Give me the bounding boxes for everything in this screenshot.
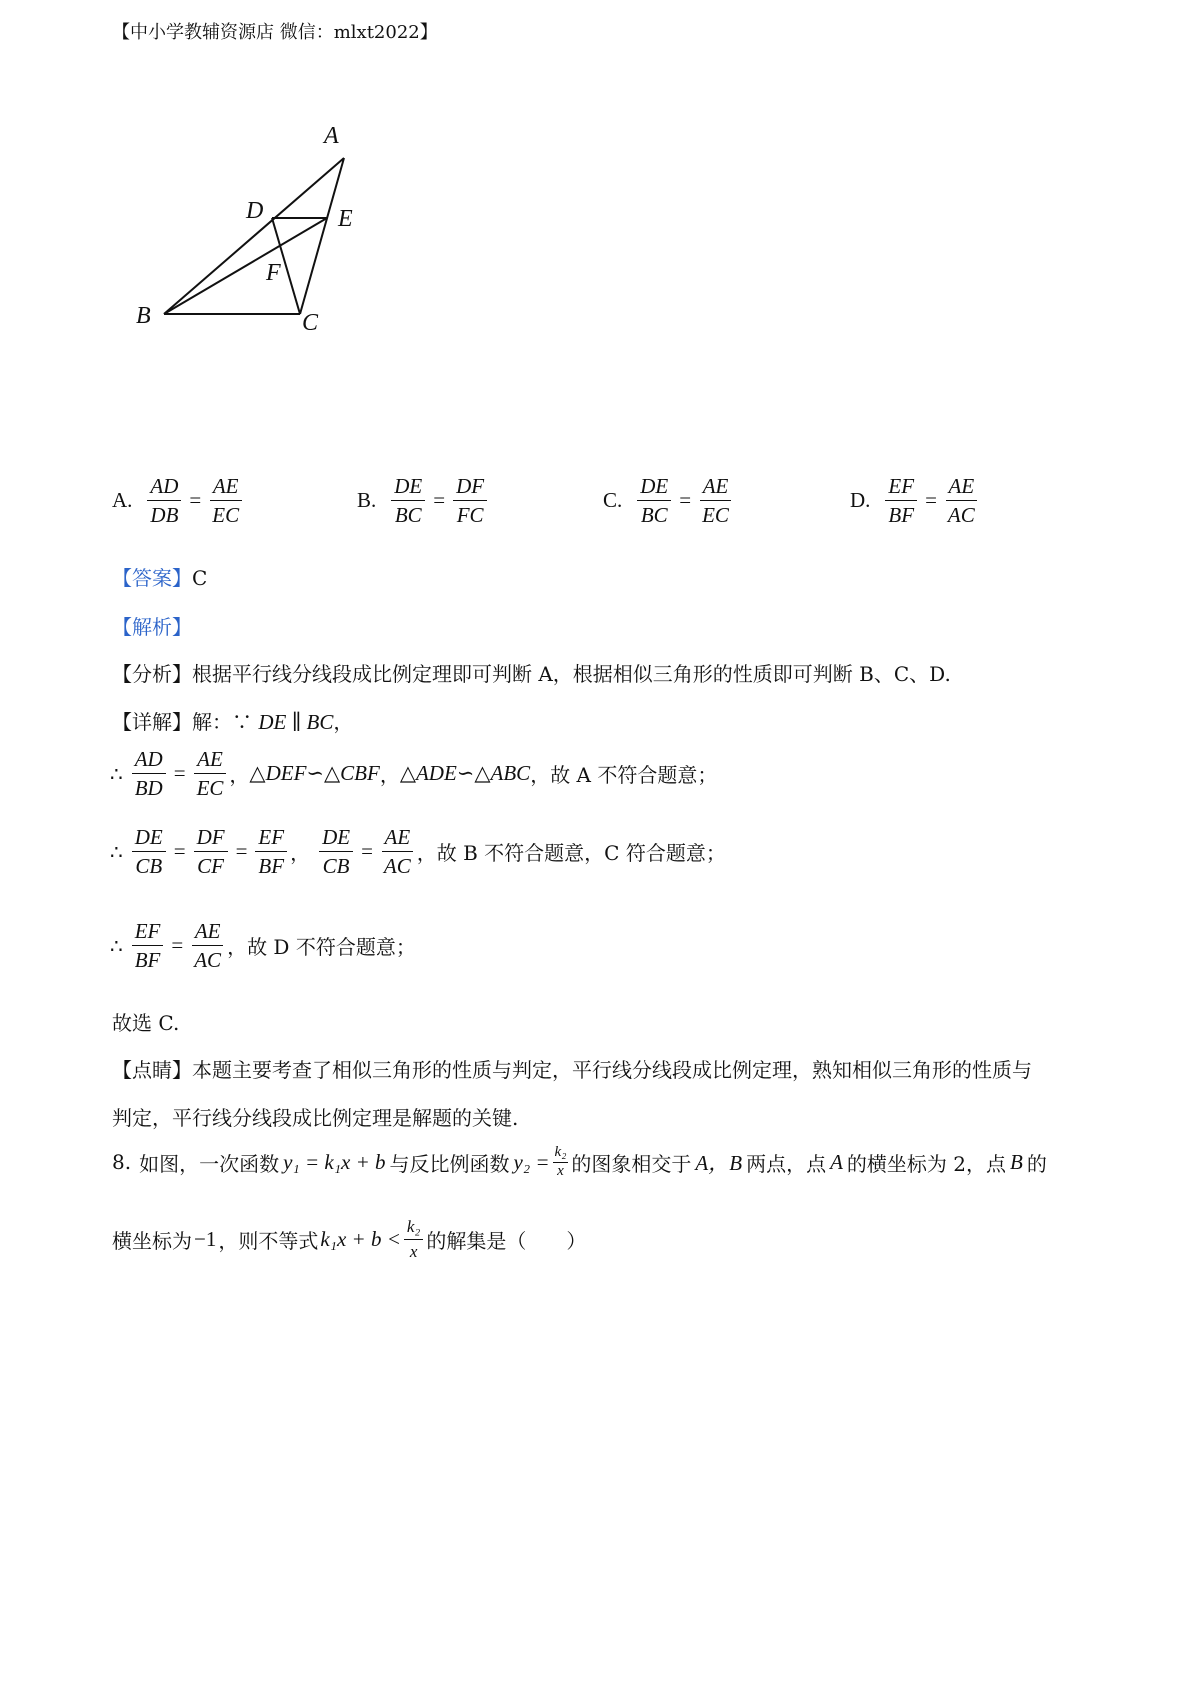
detail-line-2: ∴ $\frac{DE}{CB}$ = $\frac{DF}{CF}$ = $\frac{EF}{BF}$ ， $\frac{DE}{CB}$ = $\frac{AE}{AC}$ ，故 B 不符合题意，C 符合题意；: [110, 825, 726, 879]
option-a[interactable]: A. $\frac{AD}{DB}$ = $\frac{AE}{EC}$: [112, 475, 245, 526]
segment-be: [164, 218, 327, 314]
frac-den: BF: [258, 854, 285, 879]
fenxi-line: [112, 658, 951, 687]
frac-num: DE: [132, 826, 166, 852]
frac-num: EF: [132, 920, 164, 946]
label-c: C: [302, 310, 319, 336]
q8-part6: 的: [1026, 1151, 1047, 1176]
option-d[interactable]: D. $\frac{EF}{BF}$ = $\frac{AE}{AC}$: [850, 475, 981, 526]
frac-den: BF: [888, 503, 915, 528]
fenxi-text: 根据平行线分线段成比例定理即可判断 A，根据相似三角形的性质即可判断 B、C、D.: [192, 662, 951, 686]
therefore-symbol: ∴: [110, 839, 123, 864]
therefore-symbol: ∴: [110, 761, 123, 786]
q8-part4: 两点，点: [746, 1151, 827, 1176]
question-8-line-2: [112, 1218, 586, 1261]
frac-den: BC: [394, 503, 422, 528]
detail-line-1: ∴ $\frac{AD}{BD}$ = $\frac{AE}{EC}$ ， △DEF∽△CBF ， △ADE∽△ABC ，故 A 不符合题意；: [110, 747, 718, 801]
because-symbol: ∵: [232, 710, 252, 734]
frac-num: AD: [132, 748, 166, 774]
label-b: B: [136, 303, 151, 329]
sep: ，: [290, 841, 311, 866]
question-8-line-1: [112, 1145, 1047, 1180]
q8-line2-b: ，则不等式: [218, 1228, 319, 1253]
frac-num: AD: [147, 475, 181, 501]
answer-value: C: [192, 566, 208, 590]
frac-den: CB: [135, 854, 163, 879]
frac-den: EC: [212, 503, 240, 528]
label-f: F: [266, 260, 281, 286]
frac-den: EC: [196, 776, 224, 801]
label-e: E: [338, 206, 353, 232]
option-a-label: A.: [112, 488, 133, 513]
triangle-figure: [120, 118, 380, 368]
frac-num: DF: [194, 826, 228, 852]
frac-den: x: [557, 1162, 564, 1179]
therefore-symbol: ∴: [110, 933, 123, 958]
q8-line2-c: 的解集是（ ）: [426, 1228, 587, 1253]
sep: ，: [379, 763, 400, 788]
analysis-tag: 【解析】: [112, 615, 192, 639]
detail-tag: 【详解】: [112, 710, 192, 734]
detail-line-3: ∴ $\frac{EF}{BF}$ = $\frac{AE}{AC}$ ，故 D 不符合题意；: [110, 919, 416, 973]
frac-den: BD: [134, 776, 163, 801]
option-b[interactable]: B. $\frac{DE}{BC}$ = $\frac{DF}{FC}$: [357, 475, 490, 526]
q8-line2-a: 横坐标为: [112, 1228, 192, 1253]
points-ab: A，B: [695, 1151, 743, 1176]
frac-num: DE: [391, 475, 425, 501]
q8-part5: 的横坐标为 2，点: [846, 1151, 1006, 1176]
frac-den: CB: [322, 854, 350, 879]
given-tail: ，: [333, 710, 354, 734]
frac-den: CF: [197, 854, 224, 879]
question-number: 8.: [112, 1150, 132, 1175]
frac-den: BC: [640, 503, 668, 528]
sep: ，: [229, 763, 250, 788]
line1-tail: ，故 A 不符合题意；: [530, 763, 718, 788]
q8-part3: 的图象相交于: [571, 1151, 692, 1176]
answer-tag: 【答案】: [112, 566, 192, 590]
frac-num: AE: [946, 475, 978, 501]
fenxi-tag: 【分析】: [112, 662, 192, 686]
segment-ac: [300, 158, 344, 314]
conclusion: 故选 C.: [112, 1011, 180, 1035]
frac-num: DF: [453, 475, 487, 501]
header-watermark: 【中小学教辅资源店 微信：mlxt2022】: [112, 22, 438, 43]
frac-den: EC: [702, 503, 729, 528]
frac-den: AC: [947, 503, 975, 528]
line2-tail: ，故 B 不符合题意，C 符合题意；: [416, 841, 726, 866]
frac-num: DE: [319, 826, 353, 852]
answer-line: [112, 562, 207, 591]
frac-num: AE: [210, 475, 242, 501]
inequality-lhs: k₁x + b <: [320, 1226, 401, 1251]
frac-num: DE: [637, 475, 671, 501]
frac-den: FC: [456, 503, 484, 528]
point-a: A: [830, 1149, 843, 1174]
similar-1: △DEF∽△CBF: [249, 761, 380, 786]
inverse-function-lhs: y₂ =: [513, 1149, 550, 1174]
dianjing-tag: 【点睛】: [112, 1058, 192, 1082]
similar-2: △ADE∽△ABC: [399, 761, 531, 786]
option-b-label: B.: [357, 488, 377, 513]
frac-num: AE: [194, 748, 226, 774]
dianjing-text-1: 本题主要考查了相似三角形的性质与判定，平行线分线段成比例定理，熟知相似三角形的性质与: [192, 1058, 1032, 1082]
option-c[interactable]: C. $\frac{DE}{BC}$ = $\frac{AE}{EC}$: [603, 475, 735, 526]
frac-den: BF: [134, 948, 161, 973]
frac-num: AE: [192, 920, 224, 946]
frac-den: AC: [383, 854, 411, 879]
frac-den: x: [409, 1241, 418, 1261]
frac-num: AE: [700, 475, 732, 501]
frac-den: AC: [194, 948, 222, 973]
frac-num: AE: [382, 826, 414, 852]
frac-num: k₂: [553, 1145, 569, 1163]
given-condition: DE ∥ BC: [258, 710, 334, 734]
option-c-label: C.: [603, 488, 623, 513]
label-d: D: [246, 198, 264, 224]
frac-num: EF: [885, 475, 917, 501]
line3-tail: ，故 D 不符合题意；: [227, 935, 416, 960]
linear-function: y₁ = k₁x + b: [283, 1149, 386, 1174]
frac-num: EF: [255, 826, 287, 852]
detail-intro: 解：: [192, 710, 232, 734]
neg-one: −1: [194, 1226, 217, 1251]
point-b: B: [1010, 1149, 1023, 1174]
segment-ab: [164, 158, 344, 314]
detail-line: [112, 706, 353, 735]
dianjing-line-1: [112, 1054, 1032, 1083]
q8-part1: 如图，一次函数: [139, 1151, 280, 1176]
q8-part2: 与反比例函数: [389, 1151, 510, 1176]
option-d-label: D.: [850, 488, 871, 513]
frac-num: k₂: [404, 1218, 423, 1240]
frac-den: DB: [150, 503, 179, 528]
dianjing-line-2: 判定，平行线分线段成比例定理是解题的关键.: [112, 1106, 519, 1130]
label-a: A: [324, 123, 339, 149]
